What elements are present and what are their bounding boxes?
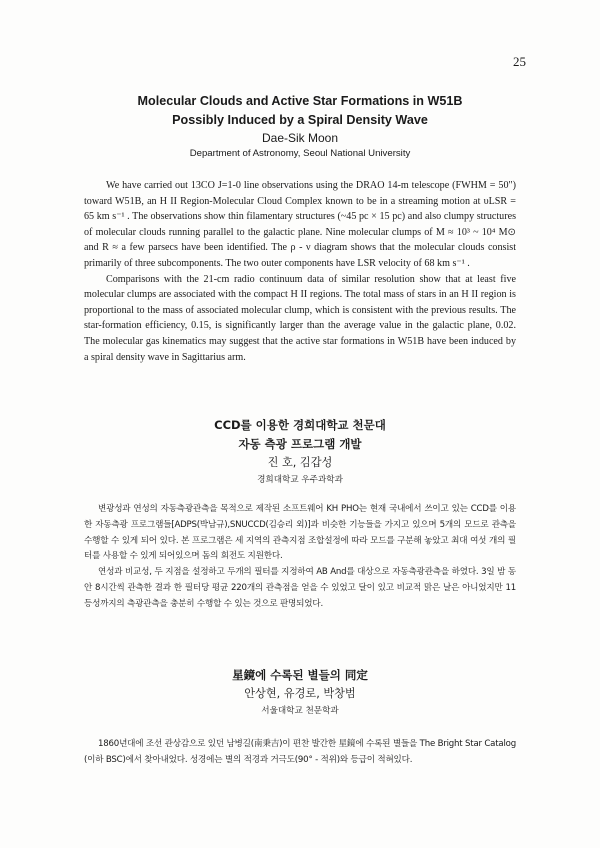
abstract-paragraph-2: Comparisons with the 21-cm radio continuum data of similar resolution show that at least five molecular clumps are associated with the compact H II regions. The total mass of stars in an H II region is proportional to the mass of associated molecular clump, which is consistent with the previous results. The star-formation efficiency, 0.15, is significantly larger than the average value in the galactic plane, 0.02. The molecular gas kinematics may suggest that the active star formations in W51B have been induced by a spiral density wave in Sagittarius arm. — [84, 273, 516, 363]
article-affiliation: Department of Astronomy, Seoul National University — [189, 148, 411, 159]
abstract-paragraph-1: 변광성과 연성의 자동측광관측을 목적으로 제작된 소프트웨어 KH PHO는 현재 국내에서 쓰이고 있는 CCD를 이용한 자동측광 프로그램들[ADPS(박남규),SNUCCD(김승리 외)]과 비슷한 기능들을 가지고 있으며 5개의 모드로 관측을 수행할 수 있게 되어 있다. 본 프로그램은 세 지역의 관측지점 조합설정에 따라 모드를 구분해 놓았고 최대 여섯 개의 필터를 사용할 수 있게 되어있으며 돔의 회전도 지원한다. — [84, 504, 516, 562]
article-title-line2: 자동 측광 프로그램 개발 — [238, 437, 362, 451]
article-author: Dae-Sik Moon — [261, 131, 339, 145]
article-khpho — [84, 416, 516, 613]
abstract-paragraph-1: We have carried out 13CO J=1-0 line observations using the DRAO 14-m telescope (FWHM = 50") toward W51B, an H II Region-Molecular Cloud Complex known to be in a streaming motion at υLSR = 65 km s⁻¹ . The observations show thin filamentary structures (~45 pc × 15 pc) and also clumpy structures of molecular clouds running parallel to the galactic plane. Nine molecular clumps of M ≈ 10³ ~ 10⁴ M⊙ and R ≈ a few parsecs have been identified. The ρ - ν diagram shows that the molecular clouds consist primarily of three subcomponents. The two outer components have LSR velocity of 68 km s⁻¹ . — [84, 180, 516, 269]
article-affiliation: 서울대학교 천문학과 — [261, 706, 339, 716]
article-title: 星鏡에 수록된 별들의 同定 — [232, 668, 368, 682]
article-moon — [84, 92, 516, 365]
abstract-paragraph-2: 연성과 비교성, 두 지점을 설정하고 두개의 필터를 지정하여 AB And를 대상으로 자동측광관측을 하였다. 3일 밤 동안 8시간씩 관측한 결과 한 필터당 평균 220개의 관측점을 얻을 수 있었고 달이 있고 비교적 맑은 날은 아니었지만 11등성까지의 측광관측을 충분히 수행할 수 있는 것으로 판명되었다. — [84, 567, 516, 609]
article-author: 안상현, 유경로, 박창범 — [244, 687, 356, 700]
article-author: 진 호, 김갑성 — [267, 456, 333, 469]
article-title-line2: Possibly Induced by a Spiral Density Wave — [172, 113, 428, 127]
page-number: 25 — [513, 54, 526, 69]
article-title-line1: CCD를 이용한 경희대학교 천문대 — [214, 418, 386, 432]
abstract-paragraph-1: 1860년대에 조선 관상감으로 있던 남병길(南秉吉)이 편찬 발간한 星鏡에 수록된 별들을 The Bright Star Catalog (이하 BSC)에서 찾아내었다. 성경에는 별의 적경과 거극도(90° - 적위)와 등급이 적혀있다. — [84, 739, 516, 765]
article-seonggyeong — [84, 666, 516, 769]
article-affiliation: 경희대학교 우주과학과 — [257, 475, 343, 485]
article-title-line1: Molecular Clouds and Active Star Formations in W51B — [137, 94, 463, 108]
